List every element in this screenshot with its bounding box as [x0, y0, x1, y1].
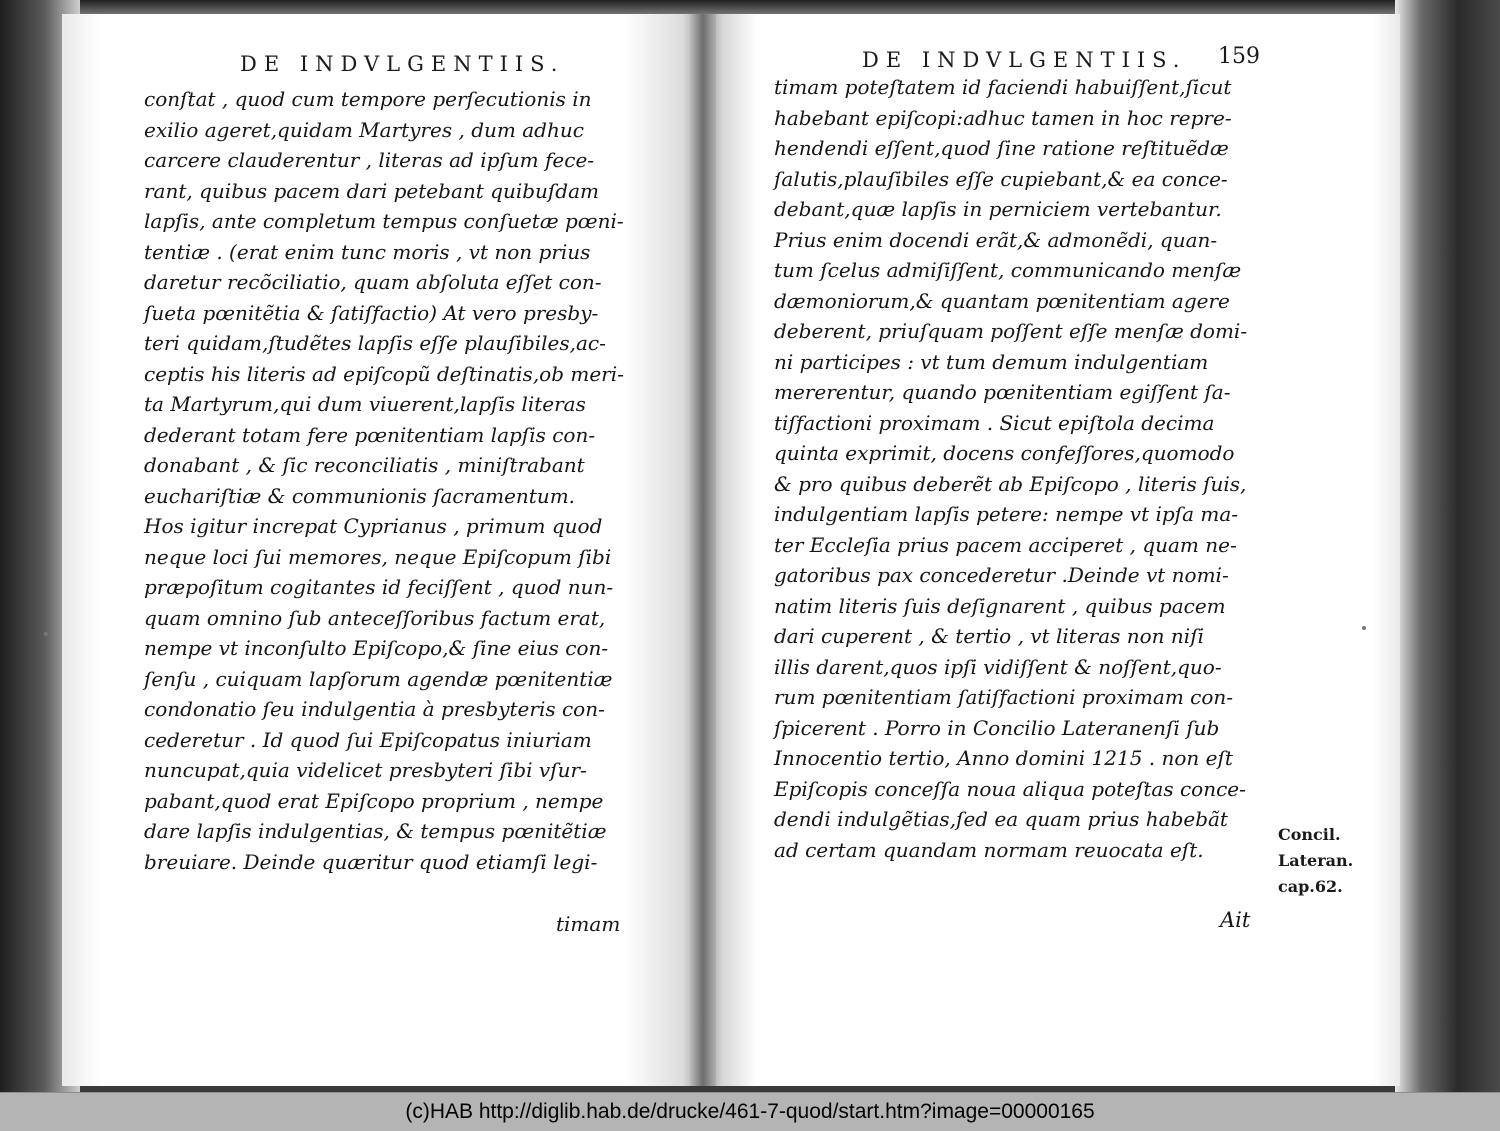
text-line: hendendi eſſent,quod ſine ratione reſtituẽdæ	[774, 136, 1229, 160]
text-line: indulgentiam lapſis petere: nempe vt ipſa ma-	[774, 502, 1239, 526]
left-running-head: DE INDVLGENTIIS.	[240, 52, 565, 76]
text-line: illis darent,quos ipſi vidiſſent & noſſent,quo-	[774, 654, 1222, 679]
text-line: rum pœnitentiam ſatiſfactioni proximam con-	[774, 685, 1234, 709]
page-number: 159	[1218, 44, 1260, 69]
book-gutter	[690, 14, 716, 1086]
text-line: rant, quibus pacem dari petebant quibuſdam	[144, 178, 599, 203]
text-line: neque loci ſui memores, neque Epiſcopum ſibi	[144, 544, 612, 569]
text-line: & pro quibus deberẽt ab Epiſcopo , literis ſuis,	[774, 471, 1247, 496]
text-line: ni participes : vt tum demum indulgentiam	[774, 349, 1209, 374]
text-line: lapſis, ante completum tempus conſuetæ pœni-	[144, 209, 624, 233]
marginal-note-line: Lateran.	[1278, 851, 1354, 870]
left-page-text	[144, 84, 634, 877]
text-line: gatoribus pax concederetur .Deinde vt nomi-	[774, 563, 1229, 587]
marginal-note-line: cap.62.	[1278, 877, 1343, 896]
text-line: ad certam quandam normam reuocata eſt.	[774, 837, 1204, 862]
text-line: ſpicerent . Porro in Concilio Lateranenſi ſub	[774, 715, 1220, 740]
scan-right-edge	[1395, 0, 1500, 1092]
text-line: præpoſitum cogitantes id feciſſent , quod nun-	[144, 575, 614, 599]
text-line: natim literis ſuis deſignarent , quibus pacem	[774, 593, 1226, 618]
library-credit-bar	[0, 1092, 1500, 1131]
text-line: dari cuperent , & tertio , vt literas non niſi	[774, 624, 1204, 648]
library-credit-text: (c)HAB http://diglib.hab.de/drucke/461-7-quod/start.htm?image=00000165	[405, 1100, 1095, 1123]
text-line: mererentur, quando pœnitentiam egiſſent ſa-	[774, 380, 1231, 404]
text-line: daretur recõciliatio, quam abſoluta eſſet con-	[144, 270, 602, 294]
text-line: deberent, priuſquam poſſent eſſe menſæ domi-	[774, 319, 1248, 343]
text-line: ſalutis,plauſibiles eſſe cupiebant,& ea conce-	[774, 166, 1228, 191]
text-line: dare lapſis indulgentias, & tempus pœnitẽtiæ	[144, 819, 607, 843]
text-line: breuiare. Deinde quæritur quod etiamſi legi-	[144, 849, 598, 874]
text-line: Innocentio tertio, Anno domini 1215 . non eſt	[774, 746, 1233, 770]
right-catchword: Ait	[1220, 908, 1251, 932]
text-line: teri quidam,ſtudẽtes lapſis eſſe plauſibiles,ac-	[144, 331, 606, 355]
text-line: tum ſcelus admiſiſſent, communicando menſæ	[774, 258, 1242, 282]
text-line: nempe vt inconſulto Epiſcopo,& ſine eius con-	[144, 636, 609, 660]
text-line: ceptis his literis ad epiſcopũ deſtinatis,ob meri-	[144, 361, 624, 386]
scan-speck	[1362, 626, 1366, 630]
text-line: habebant epiſcopi:adhuc tamen in hoc repre-	[774, 105, 1232, 130]
text-line: Hos igitur increpat Cyprianus , primum quod	[144, 514, 603, 538]
text-line: pabant,quod erat Epiſcopo proprium , nempe	[144, 788, 604, 813]
marginal-note	[1278, 822, 1353, 900]
text-line: ter Eccleſia prius pacem acciperet , quam ne-	[774, 532, 1237, 557]
text-line: cederetur . Id quod ſui Epiſcopatus iniuriam	[144, 727, 592, 752]
text-line: euchariſtiæ & communionis ſacramentum.	[144, 483, 576, 508]
left-catchword: timam	[556, 912, 621, 936]
text-line: dendi indulgẽtias,ſed ea quam prius habebãt	[774, 807, 1228, 831]
text-line: nuncupat,quia videlicet presbyteri ſibi vſur-	[144, 758, 587, 782]
text-line: Epiſcopis conceſſa noua aliqua poteſtas conce-	[774, 776, 1246, 801]
marginal-note-line: Concil.	[1278, 825, 1341, 844]
right-page-text	[774, 72, 1272, 865]
text-line: ſenſu , cuiquam lapſorum agendæ pœnitentiæ	[144, 666, 613, 691]
right-running-head: DE INDVLGENTIIS.	[862, 48, 1187, 72]
text-line: timam poteſtatem id faciendi habuiſſent,ſicut	[774, 75, 1232, 99]
text-line: debant,quæ lapſis in perniciem vertebantur.	[774, 197, 1222, 221]
scan-speck	[44, 632, 48, 636]
text-line: ſueta pœnitẽtia & ſatiſfactio) At vero presby-	[144, 300, 599, 325]
text-line: tentiæ . (erat enim tunc moris , vt non prius	[144, 239, 591, 264]
text-line: ta Martyrum,qui dum viuerent,lapſis literas	[144, 392, 586, 416]
text-line: quinta exprimit, docens confeſſores,quomodo	[774, 441, 1235, 465]
text-line: dederant totam fere pœnitentiam lapſis con-	[144, 422, 596, 447]
text-line: dæmoniorum,& quantam pœnitentiam agere	[774, 288, 1230, 313]
text-line: donabant , & ſic reconciliatis , miniſtrabant	[144, 453, 585, 477]
text-line: conſtat , quod cum tempore perſecutionis in	[144, 87, 592, 111]
text-line: Prius enim docendi erãt,& admonẽdi, quan-	[774, 227, 1218, 252]
text-line: quam omnino ſub anteceſſoribus factum erat,	[144, 605, 606, 630]
text-line: tiſfactioni proximam . Sicut epiſtola decima	[774, 410, 1215, 435]
text-line: carcere clauderentur , literas ad ipſum fece-	[144, 148, 595, 172]
text-line: exilio ageret,quidam Martyres , dum adhuc	[144, 117, 584, 142]
text-line: condonatio ſeu indulgentia à presbyteris con-	[144, 697, 605, 721]
